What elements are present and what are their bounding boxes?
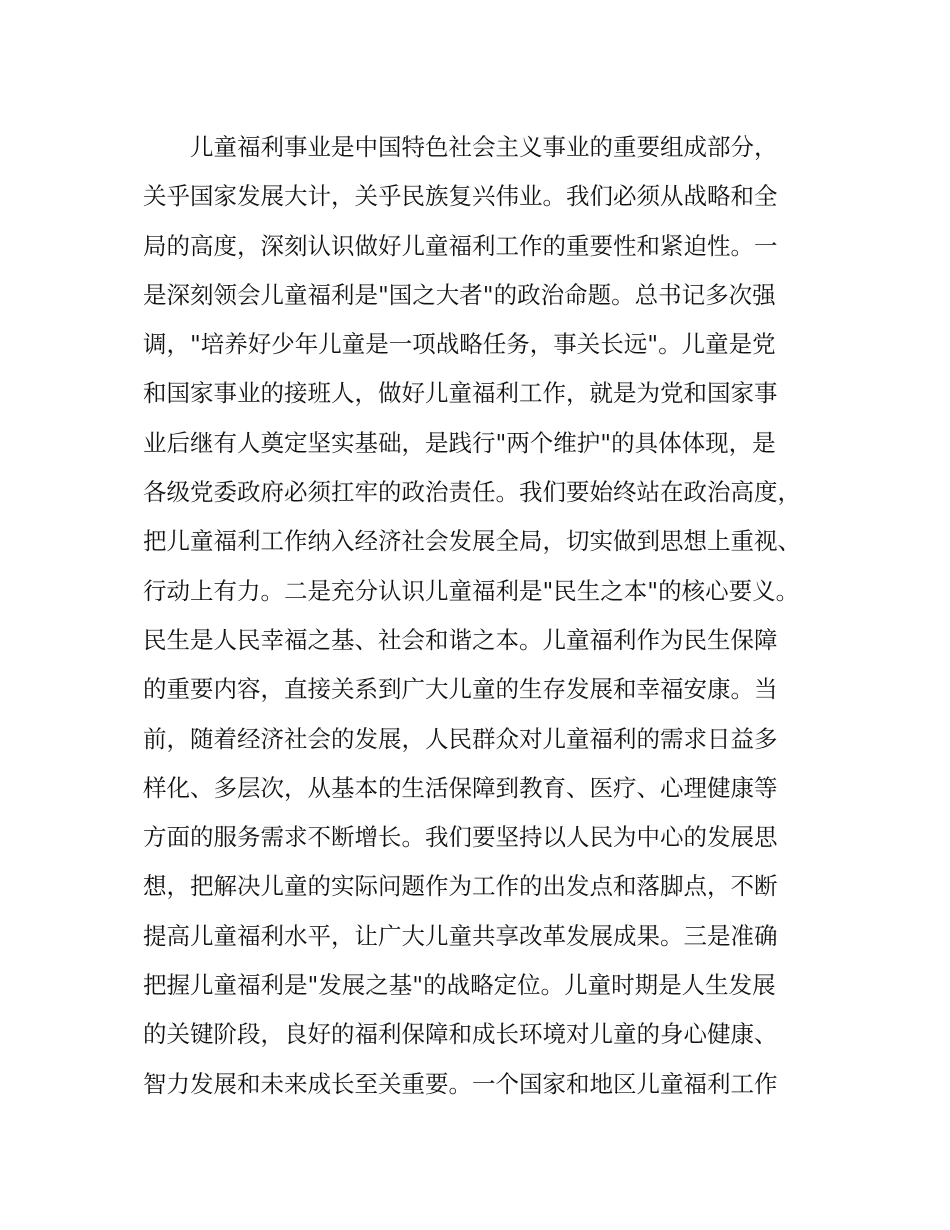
- paragraph-line: 方面的服务需求不断增长。我们要坚持以人民为中心的发展思: [143, 823, 778, 852]
- paragraph-line: 是深刻领会儿童福利是"国之大者"的政治命题。总书记多次强: [143, 280, 776, 309]
- paragraph-line: 关乎国家发展大计，关乎民族复兴伟业。我们必须从战略和全: [143, 182, 778, 211]
- paragraph-line: 民生是人民幸福之基、社会和谐之本。儿童福利作为民生保障: [143, 625, 778, 654]
- paragraph-line: 的关键阶段，良好的福利保障和成长环境对儿童的身心健康、: [143, 1020, 778, 1049]
- paragraph-line: 提高儿童福利水平，让广大儿童共享改革发展成果。三是准确: [143, 921, 778, 950]
- paragraph-line: 儿童福利事业是中国特色社会主义事业的重要组成部分，: [190, 133, 778, 161]
- paragraph-line: 局的高度，深刻认识做好儿童福利工作的重要性和紧迫性。一: [143, 231, 778, 260]
- paragraph-line: 行动上有力。二是充分认识儿童福利是"民生之本"的核心要义。: [143, 576, 800, 605]
- paragraph-line: 前，随着经济社会的发展，人民群众对儿童福利的需求日益多: [143, 724, 778, 753]
- paragraph-line: 样化、多层次，从基本的生活保障到教育、医疗、心理健康等: [143, 773, 778, 802]
- paragraph-line: 智力发展和未来成长至关重要。一个国家和地区儿童福利工作: [143, 1069, 778, 1098]
- paragraph-line: 把握儿童福利是"发展之基"的战略定位。儿童时期是人生发展: [143, 971, 776, 1000]
- paragraph-line: 的重要内容，直接关系到广大儿童的生存发展和幸福安康。当: [143, 675, 778, 704]
- paragraph-line: 想，把解决儿童的实际问题作为工作的出发点和落脚点，不断: [143, 872, 778, 901]
- body-paragraph: [143, 123, 823, 1109]
- paragraph-line: 和国家事业的接班人，做好儿童福利工作，就是为党和国家事: [143, 379, 778, 408]
- paragraph-line: 各级党委政府必须扛牢的政治责任。我们要始终站在政治高度，: [143, 478, 801, 507]
- paragraph-line: 把儿童福利工作纳入经济社会发展全局，切实做到思想上重视、: [143, 527, 801, 556]
- paragraph-line: 业后继有人奠定坚实基础，是践行"两个维护"的具体体现，是: [143, 428, 776, 457]
- paragraph-line: 调，"培养好少年儿童是一项战略任务，事关长远"。儿童是党: [143, 330, 776, 359]
